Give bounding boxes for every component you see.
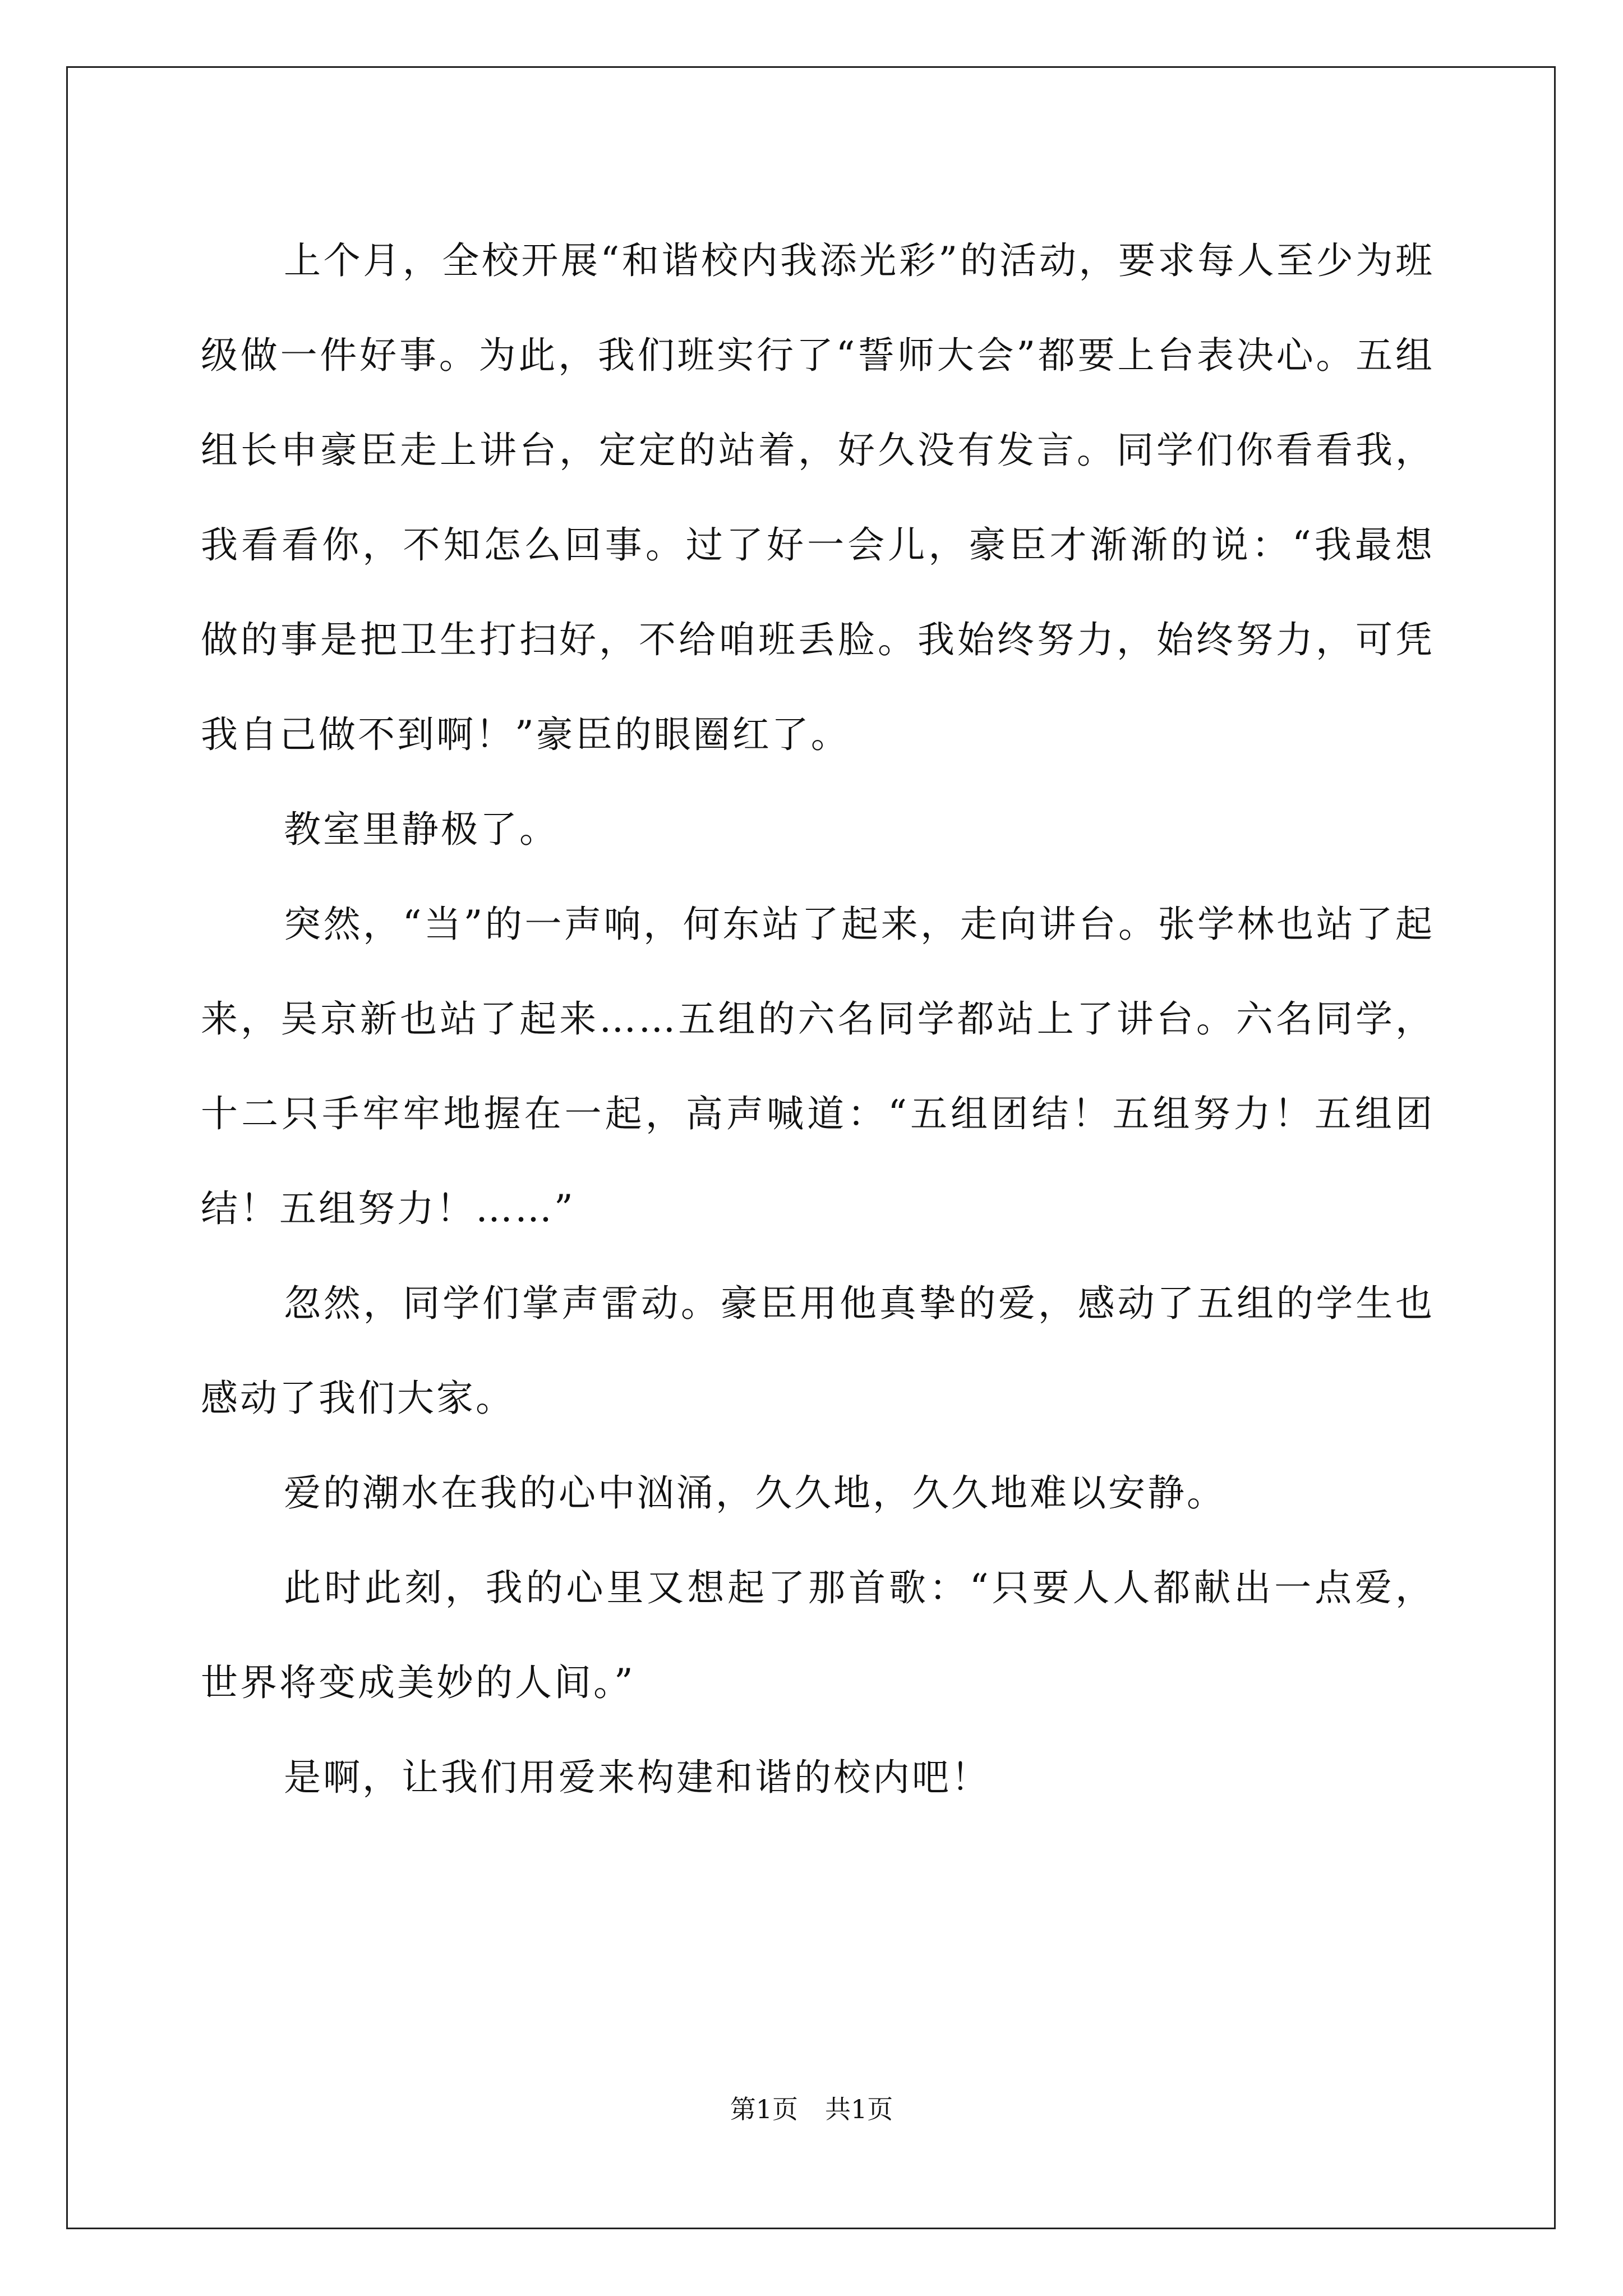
paragraph: 爱的潮水在我的心中汹涌，久久地，久久地难以安静。 (284, 1471, 1226, 1515)
page-footer (0, 2092, 1623, 2126)
paragraph: 此时此刻，我的心里又想起了那首歌：“只要人人都献出一点爱，世界将变成美妙的人间。” (201, 1566, 1435, 1704)
paragraph: 上个月，全校开展“和谐校内我添光彩”的活动，要求每人至少为班级做一件好事。为此，我们班实行了“誓师大会”都要上台表决心。五组组长申豪臣走上讲台，定定的站着，好久没有发言。同学们你看看我，我看看你，不知怎么回事。过了好一会儿，豪臣才渐渐的说：“我最想做的事是把卫生打扫好，不给咱班丢脸。我始终努力，始终努力，可凭我自己做不到啊！”豪臣的眼圈红了。 (201, 239, 1435, 756)
paragraph: 是啊，让我们用爱来构建和谐的校内吧！ (284, 1756, 990, 1799)
page-number: 第1页 (730, 2094, 798, 2124)
paragraph: 教室里静极了。 (284, 808, 559, 851)
document-body (201, 213, 1435, 1825)
paragraph: 忽然，同学们掌声雷动。豪臣用他真挚的爱，感动了五组的学生也感动了我们大家。 (201, 1282, 1435, 1420)
page-total: 共1页 (825, 2094, 893, 2124)
paragraph: 突然，“当”的一声响，何东站了起来，走向讲台。张学林也站了起来，吴京新也站了起来……五组的六名同学都站上了讲台。六名同学，十二只手牢牢地握在一起，高声喊道：“五组团结！五组努力！五组团结！五组努力！……” (201, 903, 1435, 1230)
